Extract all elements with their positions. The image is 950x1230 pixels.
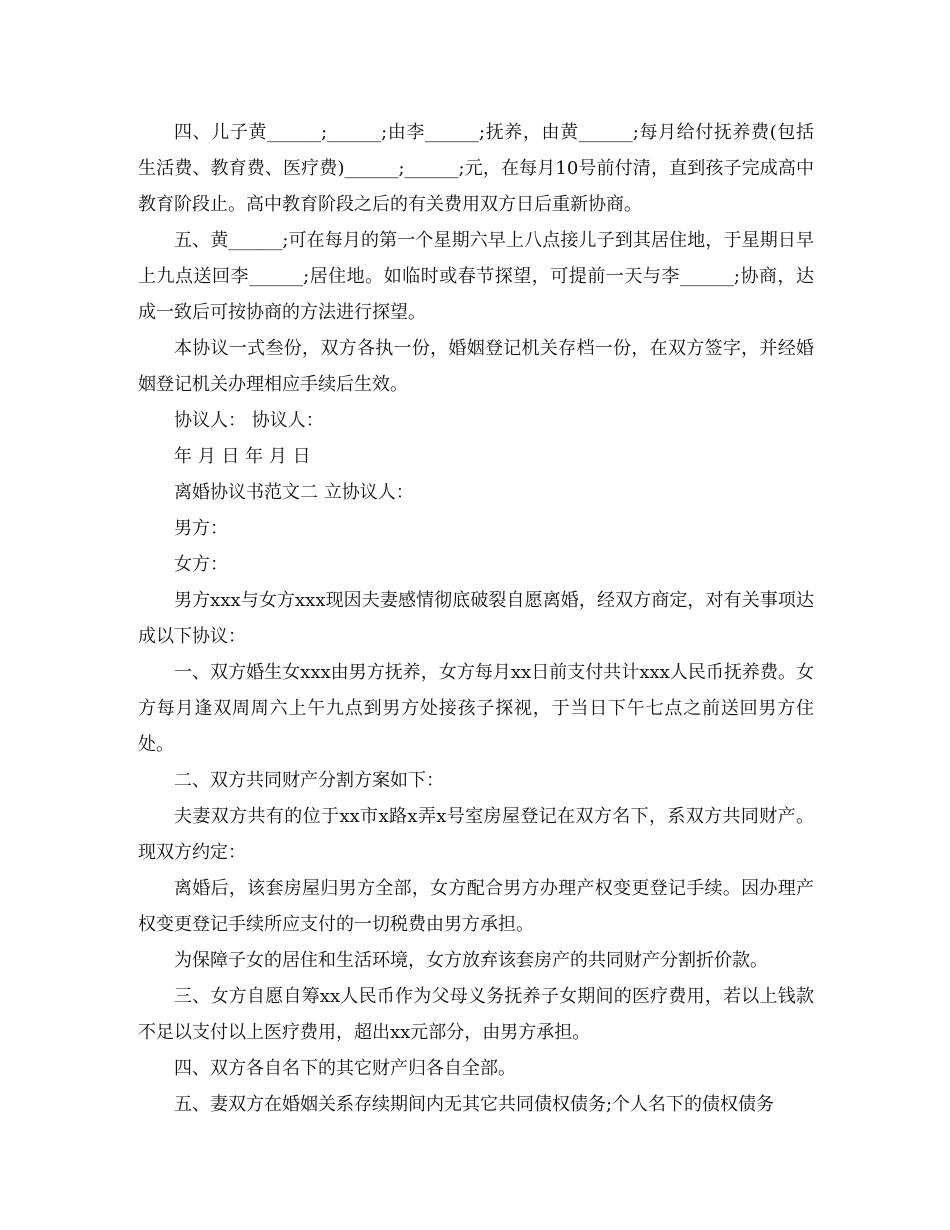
- paragraph-property: 夫妻双方共有的位于xx市x路x弄x号室房屋登记在双方名下，系双方共同财产。现双方约定：: [138, 806, 814, 863]
- clause-five: 五、妻双方在婚姻关系存续期间内无其它共同债权债务;个人名下的债权债务: [174, 1094, 775, 1115]
- signature-dates: 年 月 日 年 月 日: [174, 446, 311, 467]
- party-female: 女方：: [174, 554, 228, 575]
- clause-three: 三、女方自愿自筹xx人民币作为父母义务抚养子女期间的医疗费用，若以上钱款不足以支付以上医疗费用，超出xx元部分，由男方承担。: [138, 986, 814, 1043]
- clause-two: 二、双方共同财产分割方案如下：: [174, 770, 444, 791]
- clause-one: 一、双方婚生女xxx由男方抚养，女方每月xx日前支付共计xxx人民币抚养费。女方每月逢双周周六上午九点到男方处接孩子探视，于当日下午七点之前送回男方住处。: [138, 662, 814, 755]
- document-body: [138, 115, 814, 1123]
- paragraph-waiver: 为保障子女的居住和生活环境，女方放弃该套房产的共同财产分割折价款。: [174, 950, 768, 971]
- paragraph-custody-son: 四、儿子黄______;______;由李______;抚养，由黄______;每月给付抚养费(包括生活费、教育费、医疗费)______;______;元，在每月10号前付清，直到孩子完成高中教育阶段止。高中教育阶段之后的有关费用双方日后重新协商。: [138, 122, 814, 215]
- sample-two-heading: 离婚协议书范文二 立协议人：: [174, 482, 414, 503]
- paragraph-visitation: 五、黄______;可在每月的第一个星期六早上八点接儿子到其居住地，于星期日早上九点送回李______;居住地。如临时或春节探望，可提前一天与李______;协商，达成一致后可按协商的方法进行探望。: [138, 230, 814, 323]
- paragraph-intro: 男方xxx与女方xxx现因夫妻感情彻底破裂自愿离婚，经双方商定，对有关事项达成以下协议：: [138, 590, 814, 647]
- paragraph-copies: 本协议一式叁份，双方各执一份，婚姻登记机关存档一份，在双方签字，并经婚姻登记机关办理相应手续后生效。: [138, 338, 814, 395]
- party-male: 男方：: [174, 518, 228, 539]
- paragraph-house: 离婚后，该套房屋归男方全部，女方配合男方办理产权变更登记手续。因办理产权变更登记手续所应支付的一切税费由男方承担。: [138, 878, 814, 935]
- clause-four: 四、双方各自名下的其它财产归各自全部。: [174, 1058, 516, 1079]
- signature-parties: 协议人： 协议人：: [174, 410, 324, 431]
